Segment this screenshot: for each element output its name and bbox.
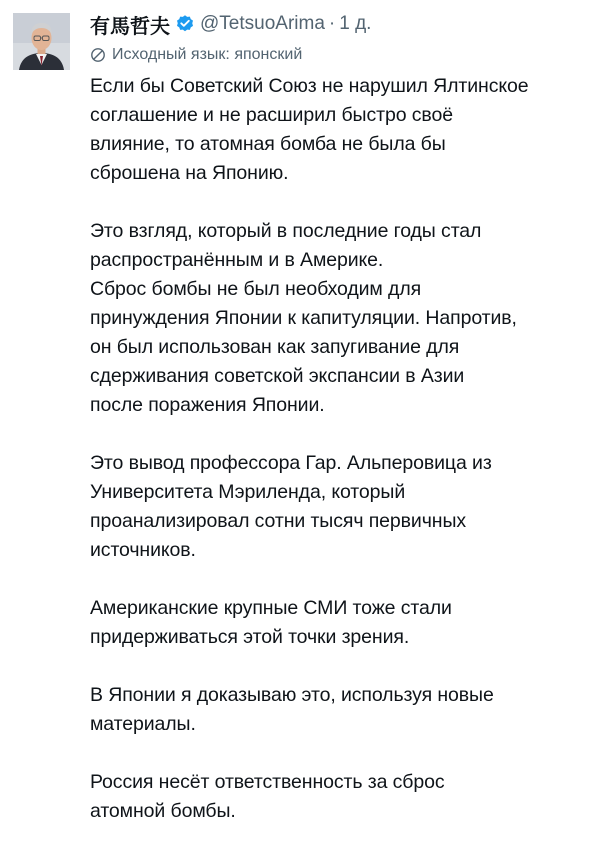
person-avatar-icon (13, 13, 70, 70)
tweet-text-line: он был использован как запугивание для (90, 336, 460, 358)
tweet-text-line: В Японии я доказываю это, используя новые (90, 684, 494, 706)
tweet-text-line: проанализировал сотни тысяч первичных (90, 510, 467, 532)
tweet-text-line: Университета Мэриленда, который (90, 481, 406, 503)
tweet-text-line: после поражения Японии. (90, 394, 325, 416)
translation-notice[interactable] (90, 42, 582, 68)
tweet-text-line: Если бы Советский Союз не нарушил Ялтинское (90, 75, 529, 97)
tweet-text-line: сброшена на Японию. (90, 162, 289, 184)
tweet-text-line: источников. (90, 539, 196, 561)
tweet-header (90, 0, 582, 42)
tweet-paragraph (90, 768, 582, 826)
author-handle[interactable]: @TetsuoArima (200, 13, 325, 34)
tweet-text-line: Россия несёт ответственность за сброс (90, 771, 445, 793)
tweet-text-line: принуждения Японии к капитуляции. Напротив, (90, 307, 517, 329)
tweet-text-line: влияние, то атомная бомба не была бы (90, 133, 446, 155)
tweet-paragraph (90, 681, 582, 739)
tweet-text-line: атомной бомбы. (90, 800, 236, 822)
tweet-paragraph (90, 449, 582, 565)
tweet-text-line: материалы. (90, 713, 196, 735)
translation-label: Исходный язык: японский (112, 46, 303, 63)
tweet-text (90, 72, 582, 826)
tweet-text-line: распространённым и в Америке. (90, 249, 384, 271)
tweet-text-line: Это вывод профессора Гар. Альперовица из (90, 452, 492, 474)
author-avatar[interactable] (13, 13, 70, 70)
tweet-paragraph (90, 594, 582, 652)
author-display-name[interactable]: 有馬哲夫 (90, 13, 170, 38)
tweet-paragraph (90, 217, 582, 420)
header-separator: · (328, 13, 336, 34)
tweet-text-line: соглашение и не расширил быстро своё (90, 104, 453, 126)
tweet-text-line: Это взгляд, который в последние годы стал (90, 220, 482, 242)
translate-icon (90, 47, 106, 63)
tweet-timestamp[interactable]: 1 д. (339, 13, 372, 34)
tweet-text-line: Американские крупные СМИ тоже стали (90, 597, 452, 619)
tweet-text-line: придерживаться этой точки зрения. (90, 626, 410, 648)
tweet-paragraph (90, 72, 582, 188)
tweet-text-line: сдерживания советской экспансии в Азии (90, 365, 465, 387)
tweet-content (90, 0, 582, 855)
tweet-text-line: Сброс бомбы не был необходим для (90, 278, 422, 300)
verified-badge-icon (175, 14, 195, 34)
